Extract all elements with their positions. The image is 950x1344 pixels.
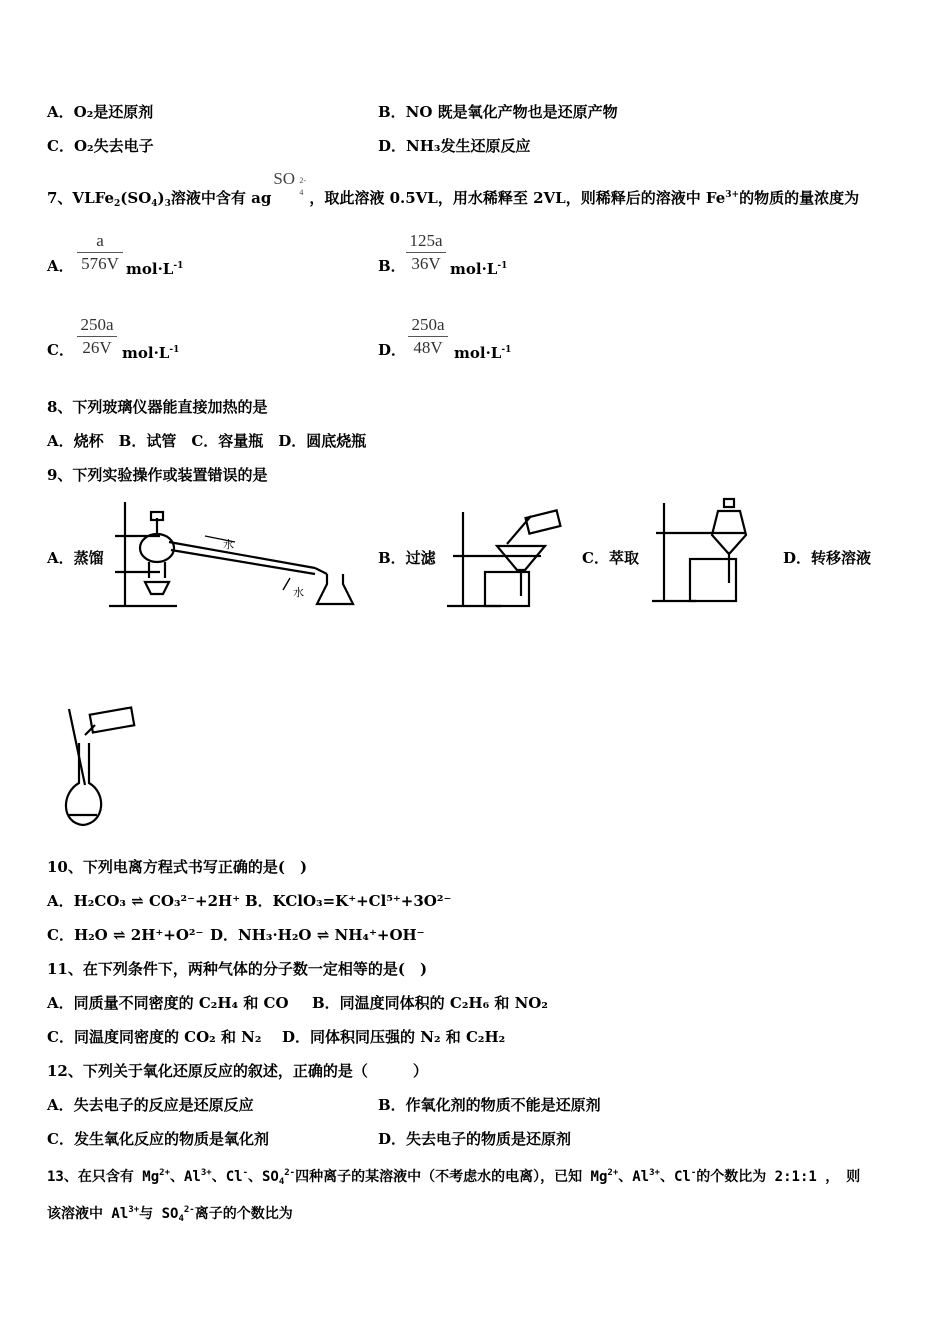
q9-option-a: A．蒸馏 [47,549,104,567]
q9-stem: 9、下列实验操作或装置错误的是 [47,466,268,484]
q6-option-a: A．O₂是还原剂 [47,103,154,121]
filtration-apparatus-image [445,508,565,608]
q10-option-d: D．NH₃·H₂O ⇌ NH₄⁺+OH⁻ [210,926,425,944]
extraction-apparatus-image [650,495,765,605]
q8-stem: 8、下列玻璃仪器能直接加热的是 [47,398,268,416]
q7-option-b-unit: $mol\cdot L^{-1}$ [450,260,508,278]
q13-line-1: 13、在只含有 $Mg^{2+}$、$Al^{3+}$、Cl-、$SO_4^{2-}$四种离子的某溶液中（不考虑水的电离），已知 $Mg^{2+}$、$Al^{3+}$、Cl-的个数比为 2:1:1 ， 则 [47,1168,861,1187]
water-outlet-label: 水 [293,586,304,599]
q7-option-d-label: D． [378,341,407,359]
q13-line-2: 该溶液中 $Al^{3+}$与 $SO_4^{2-}$离子的个数比为 [47,1205,293,1224]
q7-stem: 7、$VLFe_2(SO_4)_3$溶液中含有 ag SO 2- 4 ，取此溶液 0.5VL，用水稀释至 2VL，则稀释后的溶液中 $Fe^{3+}$的物质的量浓度为 [47,169,860,209]
q7-option-a-label: A． [47,257,74,275]
q8-options: A．烧杯 B．试管 C．容量瓶 D．圆底烧瓶 [47,432,367,450]
q12-option-a: A．失去电子的反应是还原反应 [47,1096,254,1114]
q9-option-b: B．过滤 [378,549,436,567]
q6-option-d: D．NH₃发生还原反应 [378,137,531,155]
q7-option-a-unit: $mol\cdot L^{-1}$ [126,260,184,278]
q10-option-c: C．H₂O ⇌ 2H⁺+O²⁻ [47,926,204,944]
q10-option-a: A．H₂CO₃ ⇌ CO₃²⁻+2H⁺ [47,892,241,910]
q11-option-b: B．同温度同体积的 C₂H₆ 和 NO₂ [312,994,548,1012]
q12-option-b: B．作氧化剂的物质不能是还原剂 [378,1096,601,1114]
q11-option-c: C．同温度同密度的 CO₂ 和 N₂ [47,1028,262,1046]
q7-option-d-unit: $mol\cdot L^{-1}$ [454,344,512,362]
q11-option-d: D．同体积同压强的 N₂ 和 C₂H₂ [282,1028,506,1046]
q7-option-b-label: B． [378,257,406,275]
q9-option-d: D．转移溶液 [783,549,872,567]
q6-option-b: B．NO 既是氧化产物也是还原产物 [378,103,618,121]
q7-option-c-unit: $mol\cdot L^{-1}$ [122,344,180,362]
q11-stem: 11、在下列条件下，两种气体的分子数一定相等的是( ) [47,960,428,978]
q9-option-c: C．萃取 [582,549,639,567]
transfer-solution-apparatus-image [55,705,145,830]
q7-option-a-fraction: a 576V [77,230,123,275]
q12-option-d: D．失去电子的物质是还原剂 [378,1130,572,1148]
q11-option-a: A．同质量不同密度的 C₂H₄ 和 CO [47,994,289,1012]
q7-option-d-fraction: 250a 48V [408,314,448,359]
q7-option-c-fraction: 250a 26V [77,314,117,359]
distillation-apparatus-image [105,498,360,610]
q7-option-b-fraction: 125a 36V [406,230,446,275]
q10-stem: 10、下列电离方程式书写正确的是( ) [47,858,308,876]
sulfate-ion-formula: SO 2- 4 [273,169,307,197]
q12-option-c: C．发生氧化反应的物质是氧化剂 [47,1130,269,1148]
q7-option-c-label: C． [47,341,74,359]
q6-option-c: C．O₂失去电子 [47,137,154,155]
q10-option-b: B．KClO₃=K⁺+Cl⁵⁺+3O²⁻ [245,892,452,910]
water-inlet-label: 水 [223,538,234,551]
q12-stem: 12、下列关于氧化还原反应的叙述，正确的是（ ） [47,1062,428,1080]
